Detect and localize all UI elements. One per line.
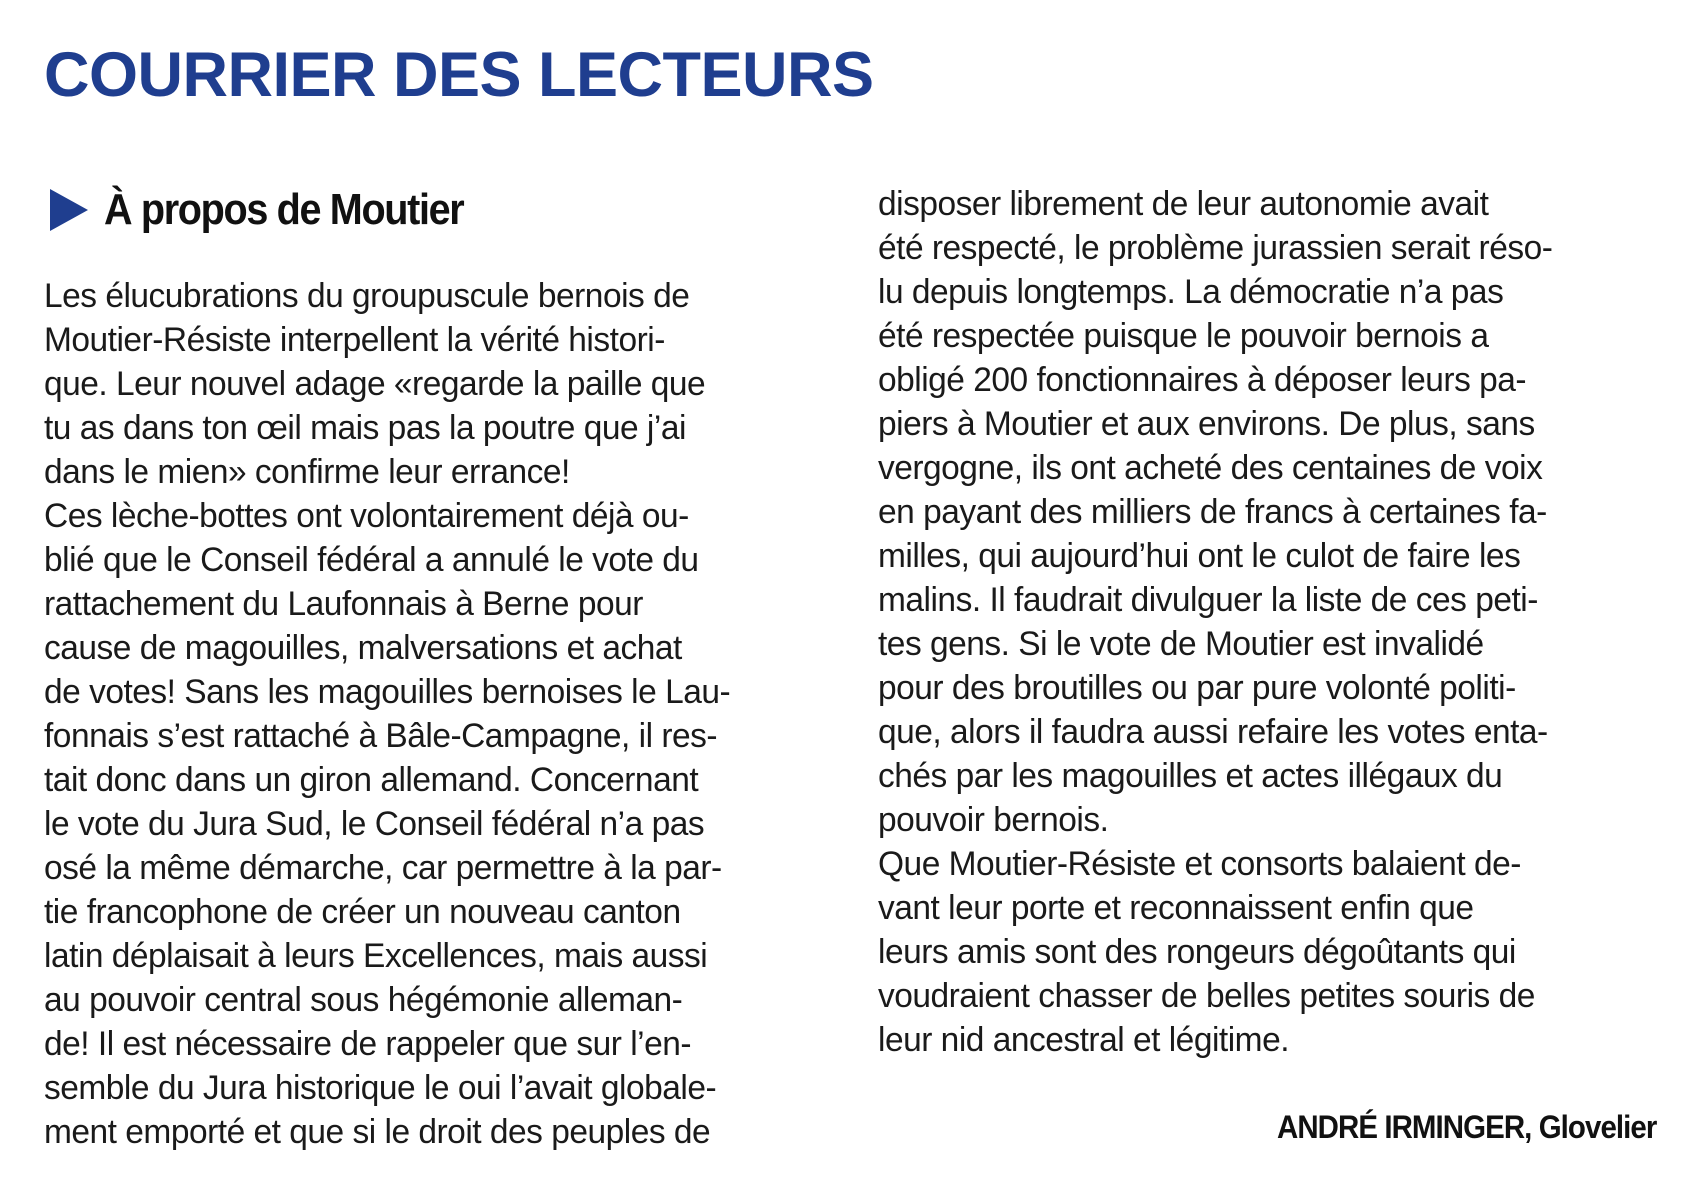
text-line: vant leur porte et reconnaissent enfin que <box>878 889 1474 927</box>
text-line: cause de magouilles, malversations et achat <box>44 629 682 667</box>
text-line: de votes! Sans les magouilles bernoises le Lau- <box>44 673 731 711</box>
text-line: chés par les magouilles et actes illégaux du <box>878 757 1503 795</box>
text-line: Les élucubrations du groupuscule bernois de <box>44 277 690 315</box>
author-place: Glovelier <box>1538 1109 1656 1145</box>
text-line: obligé 200 fonctionnaires à déposer leurs pa- <box>878 361 1527 399</box>
text-line: lu depuis longtemps. La démocratie n’a pas <box>878 273 1504 311</box>
text-line: Moutier-Résiste interpellent la vérité histori- <box>44 321 665 359</box>
text-line: tu as dans ton œil mais pas la poutre que j’ai <box>44 409 686 447</box>
article-body-right-column <box>878 182 1668 1062</box>
section-title: COURRIER DES LECTEURS <box>44 40 874 110</box>
text-line: piers à Moutier et aux environs. De plus, sans <box>878 405 1535 443</box>
article-body-left-column <box>44 274 834 1154</box>
text-line: semble du Jura historique le oui l’avait globale- <box>44 1069 717 1107</box>
text-line: leur nid ancestral et légitime. <box>878 1021 1290 1059</box>
author-name: ANDRÉ IRMINGER, <box>1276 1109 1532 1145</box>
text-line: Que Moutier-Résiste et consorts balaient de- <box>878 845 1521 883</box>
text-line: au pouvoir central sous hégémonie alleman- <box>44 981 683 1019</box>
text-line: pouvoir bernois. <box>878 801 1109 839</box>
text-line: osé la même démarche, car permettre à la par- <box>44 849 722 887</box>
text-line: que, alors il faudra aussi refaire les votes enta- <box>878 713 1548 751</box>
text-line: tes gens. Si le vote de Moutier est invalidé <box>878 625 1484 663</box>
text-line: rattachement du Laufonnais à Berne pour <box>44 585 643 623</box>
triangle-right-icon <box>50 189 88 231</box>
text-line: de! Il est nécessaire de rappeler que sur l’en- <box>44 1025 692 1063</box>
text-line: tie francophone de créer un nouveau canton <box>44 893 681 931</box>
article-title: À propos de Moutier <box>104 185 464 234</box>
text-line: blié que le Conseil fédéral a annulé le vote du <box>44 541 699 579</box>
text-line: que. Leur nouvel adage «regarde la paille que <box>44 365 706 403</box>
text-line: latin déplaisait à leurs Excellences, mais aussi <box>44 937 708 975</box>
text-line: fonnais s’est rattaché à Bâle-Campagne, il res- <box>44 717 718 755</box>
article-header <box>50 180 503 240</box>
text-line: tait donc dans un giron allemand. Concernant <box>44 761 699 799</box>
author-signature <box>1277 1105 1656 1149</box>
text-line: ment emporté et que si le droit des peuples de <box>44 1113 711 1151</box>
text-line: malins. Il faudrait divulguer la liste de ces peti- <box>878 581 1538 619</box>
text-line: été respectée puisque le pouvoir bernois a <box>878 317 1489 355</box>
text-line: le vote du Jura Sud, le Conseil fédéral n’a pas <box>44 805 705 843</box>
text-line: Ces lèche-bottes ont volontairement déjà ou- <box>44 497 689 535</box>
text-line: leurs amis sont des rongeurs dégoûtants qui <box>878 933 1516 971</box>
text-line: dans le mien» confirme leur errance! <box>44 453 570 491</box>
text-line: pour des broutilles ou par pure volonté politi- <box>878 669 1516 707</box>
text-line: vergogne, ils ont acheté des centaines de voix <box>878 449 1543 487</box>
text-line: été respecté, le problème jurassien serait réso- <box>878 229 1553 267</box>
text-line: disposer librement de leur autonomie avait <box>878 185 1489 223</box>
text-line: en payant des milliers de francs à certaines fa- <box>878 493 1547 531</box>
text-line: voudraient chasser de belles petites souris de <box>878 977 1535 1015</box>
text-line: milles, qui aujourd’hui ont le culot de faire les <box>878 537 1521 575</box>
